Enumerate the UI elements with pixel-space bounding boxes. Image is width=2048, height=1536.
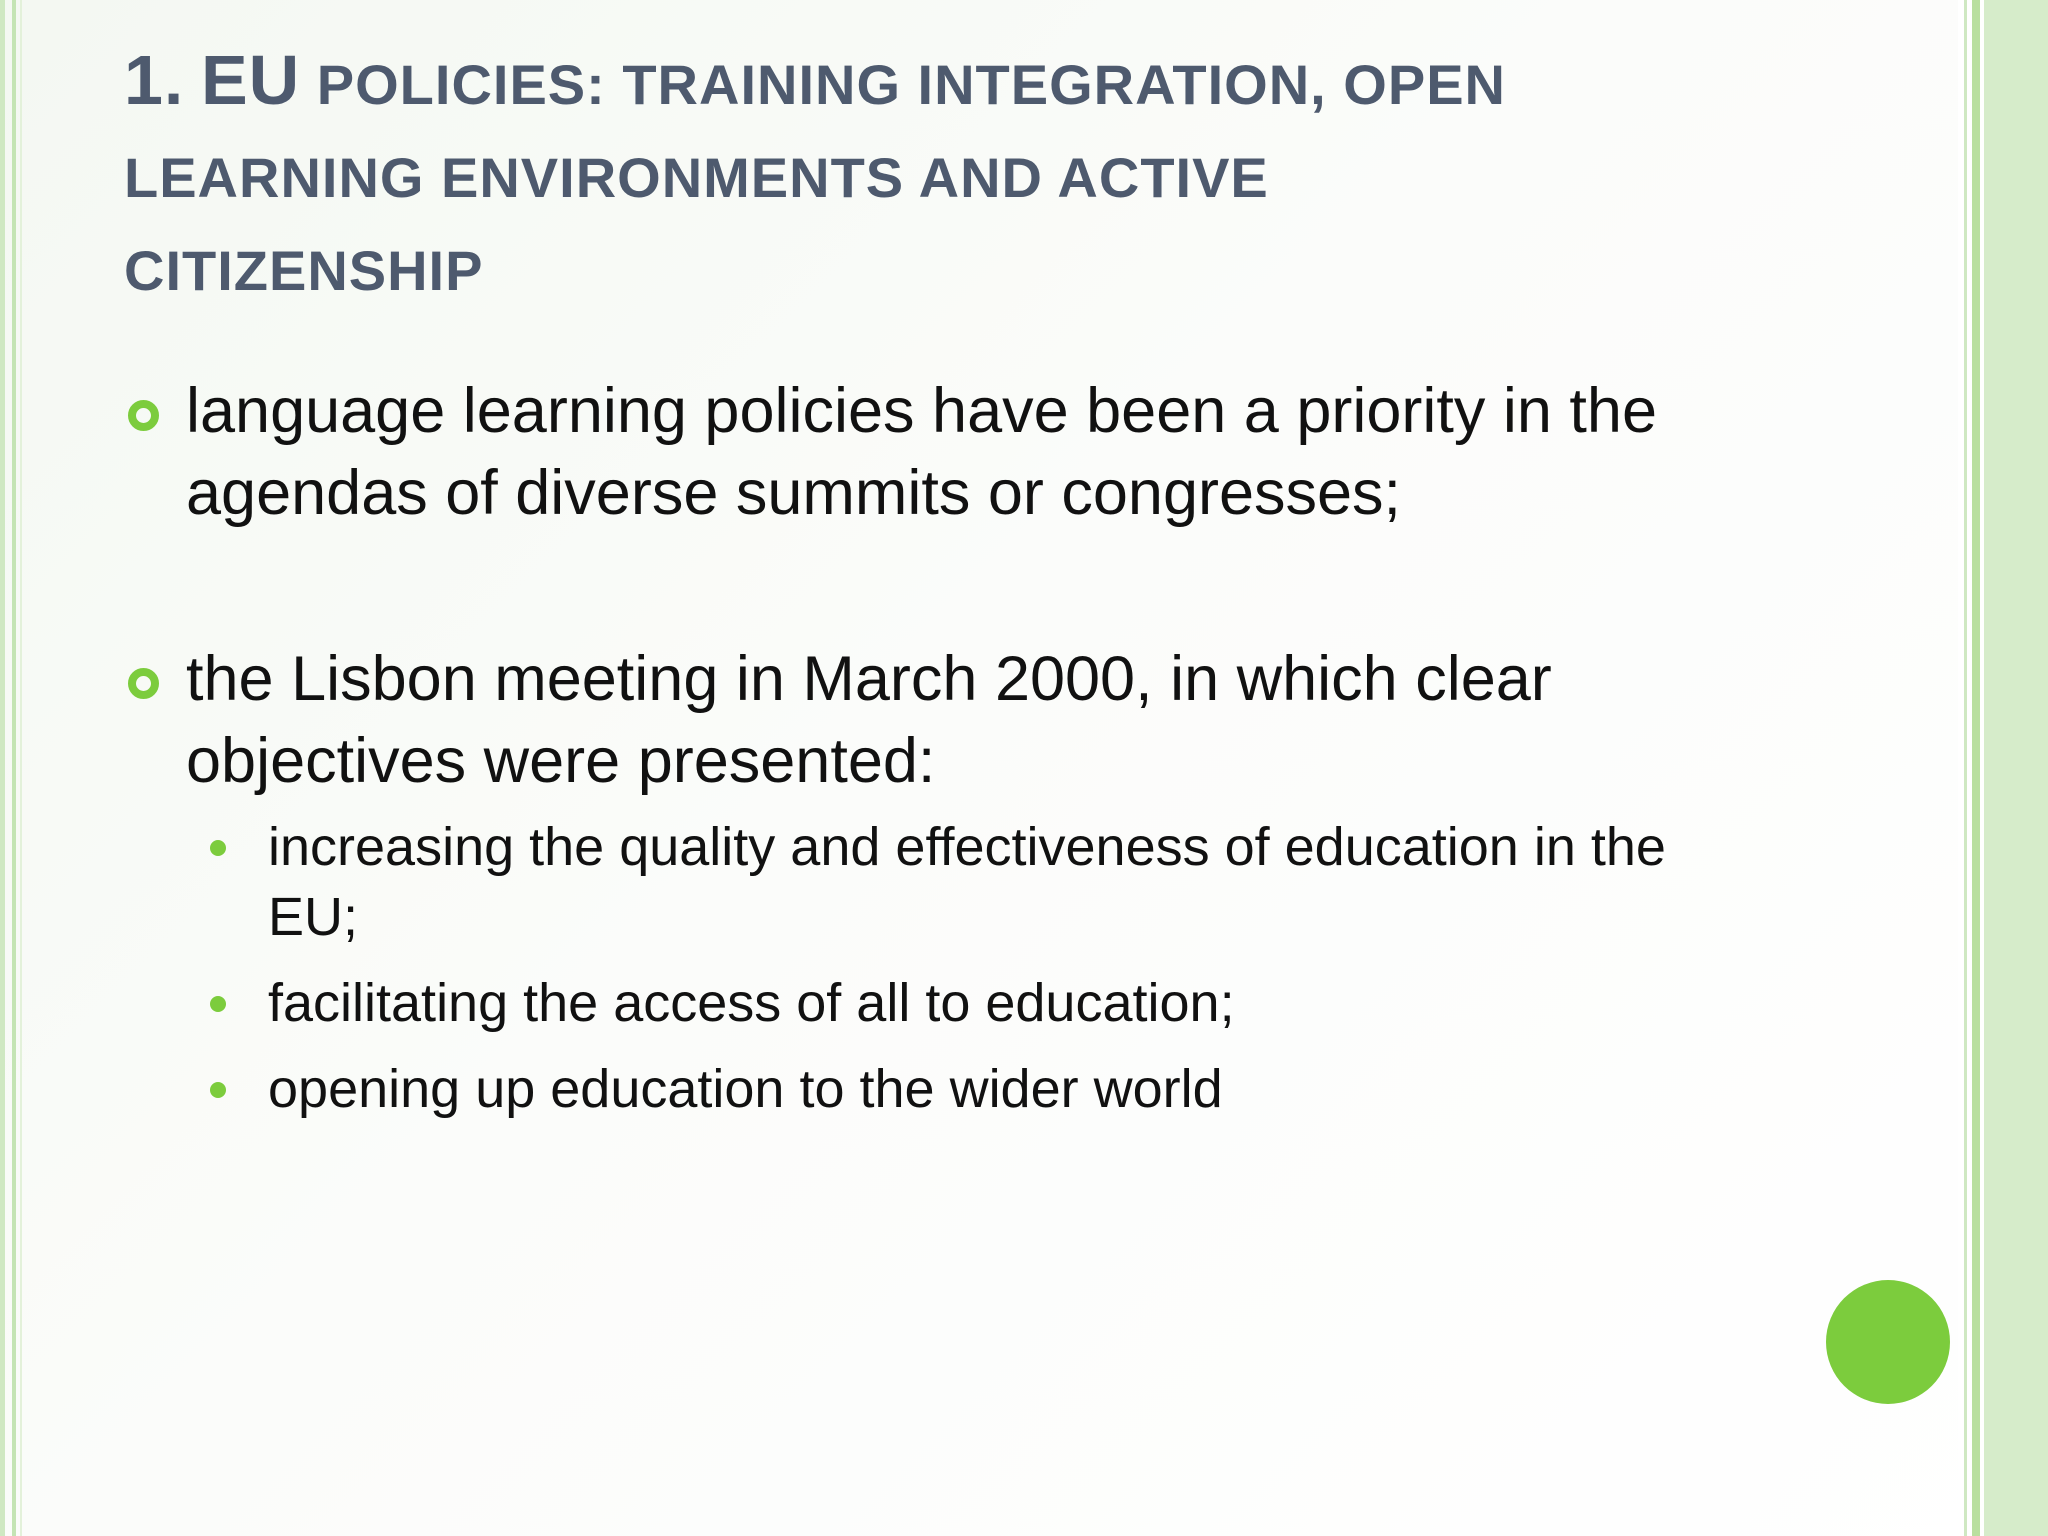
sub-bullet-list: [186, 812, 1744, 1124]
left-border-line: [20, 0, 22, 1536]
sub-bullet-item: [186, 1054, 1744, 1124]
right-border-stripes: [1958, 0, 2048, 1536]
title-line-1: [124, 34, 1684, 131]
bullet-list: [124, 370, 1744, 1140]
bullet-item: [124, 638, 1744, 1124]
sub-bullet-item: [186, 812, 1744, 952]
bullet-text: the Lisbon meeting in March 2000, in which clear objectives were presented:: [186, 644, 1552, 796]
slide-title: [124, 34, 1684, 317]
title-line-2: LEARNING ENVIRONMENTS AND ACTIVE: [124, 146, 1269, 209]
ring-bullet-icon: [128, 668, 159, 699]
ring-bullet-icon: [128, 400, 159, 431]
dot-bullet-icon: [210, 1082, 226, 1098]
sub-bullet-text: facilitating the access of all to education;: [268, 973, 1235, 1033]
bullet-item: [124, 370, 1744, 534]
sub-bullet-item: [186, 968, 1744, 1038]
sub-bullet-text: increasing the quality and effectiveness of education in the EU;: [268, 817, 1666, 947]
title-number: 1.: [124, 41, 185, 119]
title-rest-line-1: POLICIES: TRAINING INTEGRATION, OPEN: [316, 53, 1506, 116]
title-lead-word: EU: [200, 41, 301, 119]
title-line-3: CITIZENSHIP: [124, 239, 484, 302]
green-circle-icon: [1826, 1280, 1950, 1404]
sub-bullet-text: opening up education to the wider world: [268, 1059, 1223, 1119]
left-border-line: [0, 0, 5, 1536]
dot-bullet-icon: [210, 996, 226, 1012]
left-border-line: [12, 0, 16, 1536]
dot-bullet-icon: [210, 840, 226, 856]
bullet-text: language learning policies have been a priority in the agendas of diverse summits or congresses;: [186, 376, 1657, 528]
